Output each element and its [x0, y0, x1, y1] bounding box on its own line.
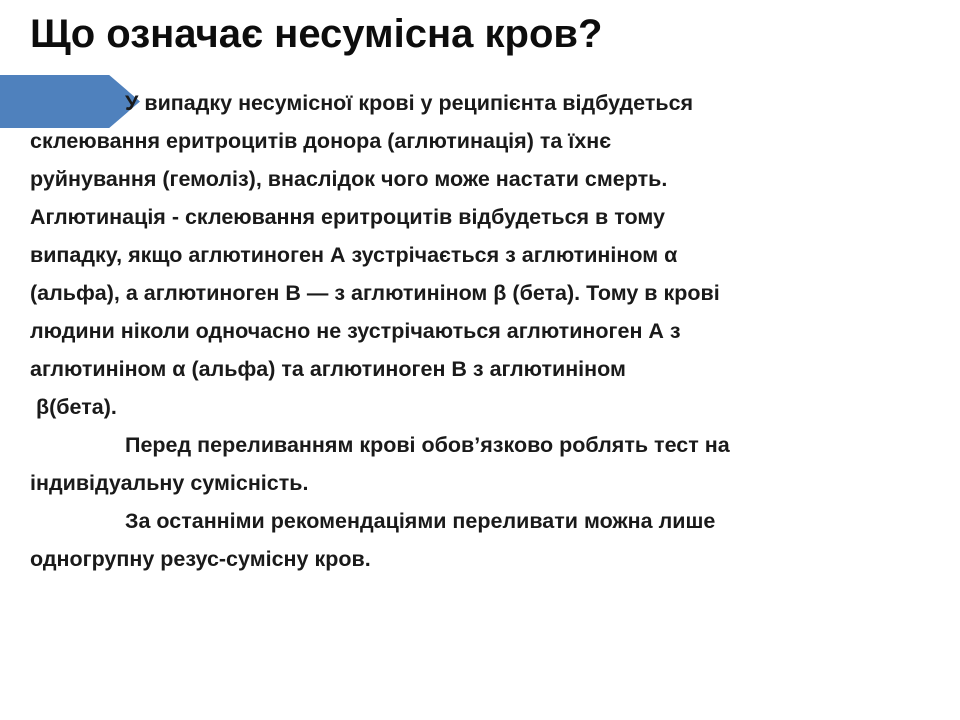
text-line: індивідуальну сумісність. — [30, 471, 309, 495]
text-line: одногрупну резус-сумісну кров. — [30, 547, 371, 571]
text-line: За останніми рекомендаціями переливати можна лише — [125, 509, 716, 533]
text-line: людини ніколи одночасно не зустрічаються аглютиноген А з — [30, 319, 681, 343]
text-line: (альфа), а аглютиноген В — з аглютиніном β (бета). Тому в крові — [30, 281, 720, 305]
text-line: Аглютинація - склеювання еритроцитів відбудеться в тому — [30, 205, 665, 229]
text-line: випадку, якщо аглютиноген А зустрічається з аглютиніном α — [30, 243, 678, 267]
text-line: У випадку несумісної крові у реципієнта відбудеться — [125, 91, 694, 115]
text-line: склеювання еритроцитів донора (аглютинація) та їхнє — [30, 129, 612, 153]
text-line: аглютиніном α (альфа) та аглютиноген В з аглютиніном — [30, 357, 626, 381]
text-line: Перед переливанням крові обов’язково роблять тест на — [125, 433, 730, 457]
body-text — [30, 84, 945, 578]
text-line: руйнування (гемоліз), внаслідок чого може настати смерть. — [30, 167, 668, 191]
slide-title: Що означає несумісна кров? — [30, 12, 603, 56]
text-line: β(бета). — [36, 395, 117, 419]
